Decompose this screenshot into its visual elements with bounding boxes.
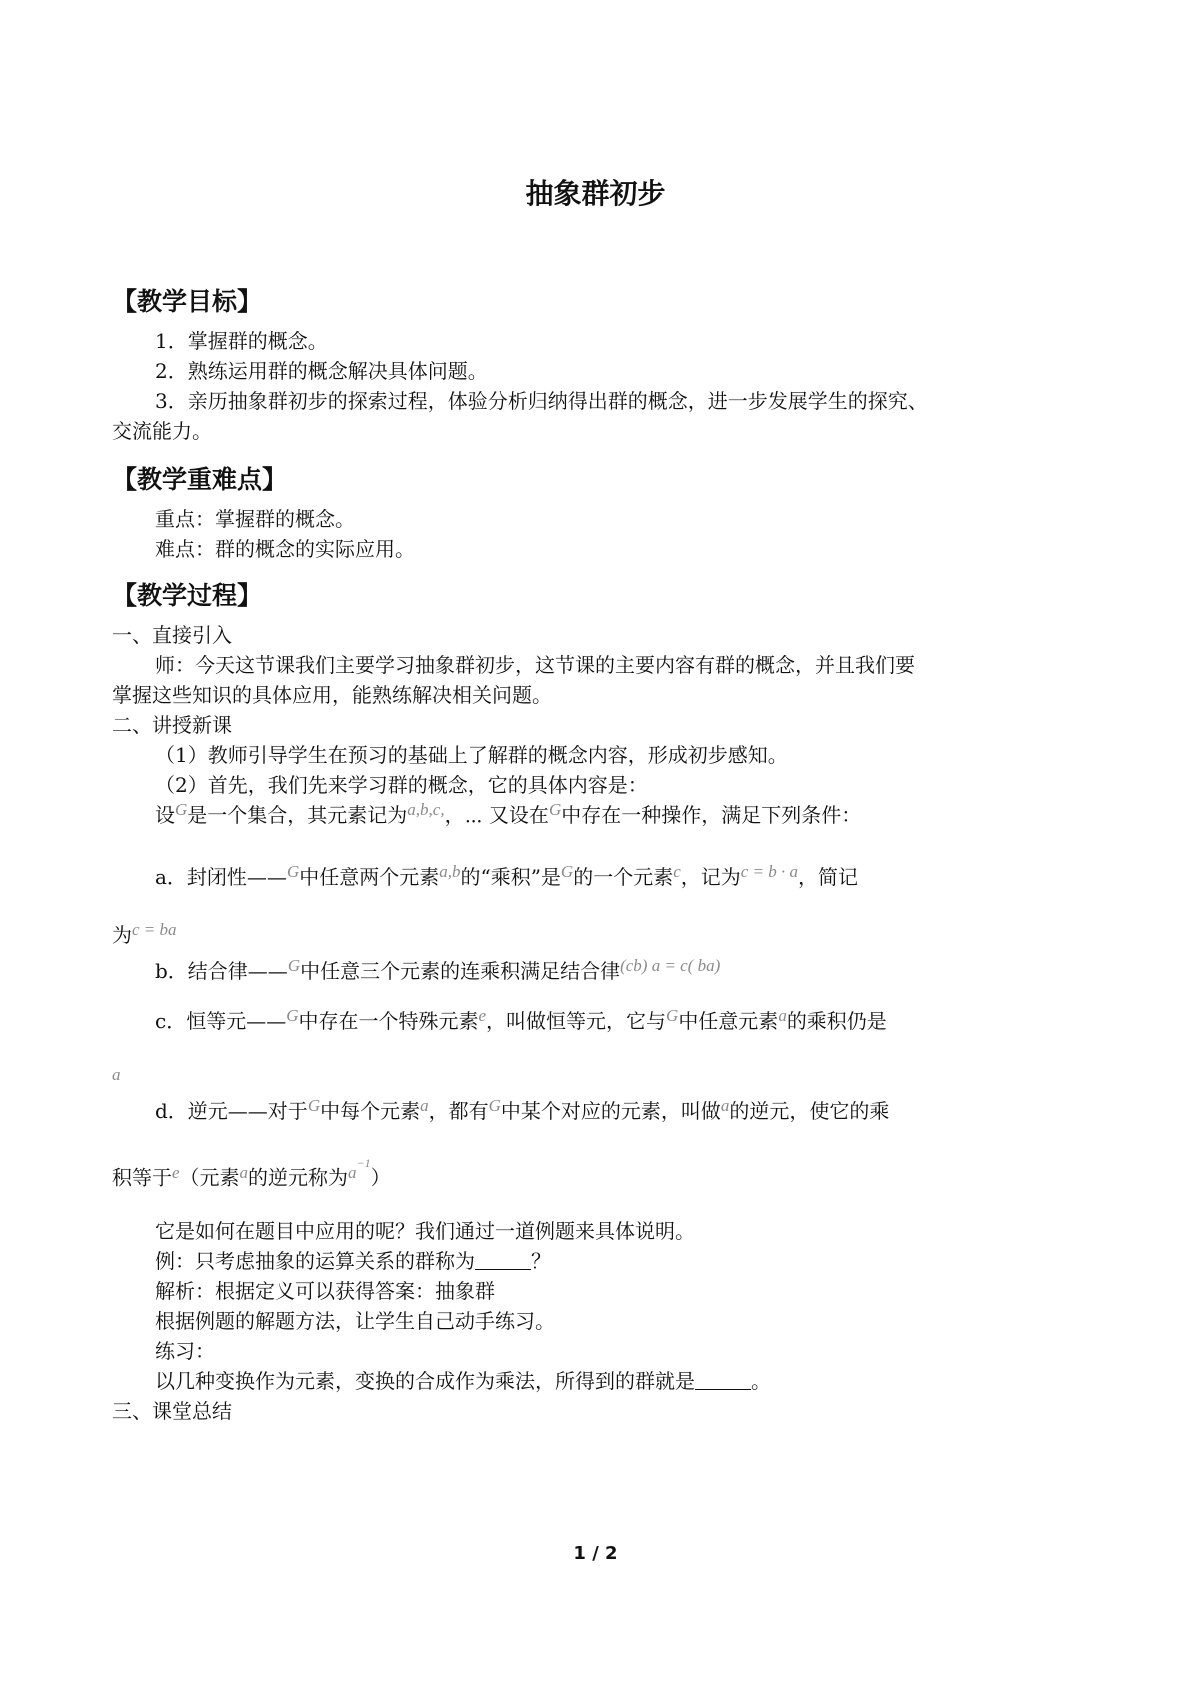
math-a: a [420, 1096, 429, 1115]
math-abc: a,b,c, [407, 800, 445, 819]
math-g: G [175, 800, 188, 819]
math-a: a [720, 1096, 730, 1115]
part2-step1: （1）教师引导学生在预习的基础上了解群的概念内容，形成初步感知。 [155, 743, 788, 767]
condition-b: b．结合律——$^G$中任意三个元素的连乘积满足结合律$^{(cb) a = c( ba)}$ [155, 956, 721, 983]
condition-d-cont: 积等于$^e$（元素$^a$的逆元称为$^{a-1}$） [112, 1156, 391, 1190]
math-c: c [673, 862, 681, 881]
part2-step2: （2）首先，我们先来学习群的概念，它的具体内容是： [155, 773, 648, 797]
math-a: a [112, 1065, 121, 1084]
definition-intro: 设$^G$是一个集合，其元素记为$^{a,b,c,}$，⋯ 又设在$^G$中存在一种操作，满足下列条件： [155, 800, 862, 827]
math-g: G [560, 862, 574, 881]
part3-title: 三、课堂总结 [112, 1399, 232, 1423]
math-g: G [286, 862, 300, 881]
part2-title: 二、讲授新课 [112, 713, 232, 737]
math-inverse-exponent: −1 [356, 1156, 371, 1170]
math-ab: a,b [439, 862, 461, 881]
math-formula-short: c = ba [132, 920, 177, 939]
math-e: e [478, 1006, 487, 1025]
math-inverse: a [348, 1162, 357, 1182]
math-formula-assoc: (cb) a = c( ba) [620, 956, 721, 975]
part1-title: 一、直接引入 [112, 623, 232, 647]
apply-line: 它是如何在题目中应用的呢？我们通过一道例题来具体说明。 [155, 1219, 695, 1243]
math-g: G [307, 1096, 321, 1115]
section-heading-keypoints: 【教学重难点】 [112, 465, 288, 494]
practice-label: 练习： [155, 1339, 215, 1363]
objective-3-cont: 交流能力。 [112, 419, 212, 443]
math-g: G [666, 1006, 679, 1025]
answer-blank [695, 1369, 751, 1390]
page-title: 抽象群初步 [525, 177, 666, 210]
math-formula-product: c = b · a [740, 862, 799, 881]
condition-c: c．恒等元——$^G$中存在一个特殊元素$^e$，叫做恒等元，它与$^G$中任意元素$^a$的乘积仍是 [155, 1006, 887, 1033]
practice-question: 以几种变换作为元素，变换的合成作为乘法，所得到的群就是 。 [155, 1369, 771, 1393]
condition-a-cont: 为$^{c = ba}$ [112, 920, 177, 947]
condition-d: d．逆元——对于$^G$中每个元素$^a$，都有$^G$中某个对应的元素，叫做$^a$的逆元，使它的乘 [155, 1096, 890, 1123]
section-heading-objectives: 【教学目标】 [112, 287, 263, 316]
objective-1: 1．掌握群的概念。 [155, 329, 328, 353]
answer-blank [475, 1249, 531, 1270]
math-g: G [286, 1006, 299, 1025]
page-number: 1 / 2 [573, 1543, 618, 1564]
example-analysis: 解析：根据定义可以获得答案：抽象群 [155, 1279, 495, 1303]
objective-2: 2．熟练运用群的概念解决具体问题。 [155, 359, 488, 383]
part1-line1: 师：今天这节课我们主要学习抽象群初步，这节课的主要内容有群的概念，并且我们要 [155, 653, 915, 677]
keypoint-focus: 重点：掌握群的概念。 [155, 507, 355, 531]
math-e: e [172, 1162, 180, 1182]
math-g: G [548, 800, 562, 819]
math-a: a [778, 1006, 787, 1025]
section-heading-process: 【教学过程】 [112, 581, 263, 610]
example-question: 例：只考虑抽象的运算关系的群称为 ？ [155, 1249, 551, 1273]
condition-a: a．封闭性——$^G$中任意两个元素$^{a,b}$的“乘积”是$^G$的一个元素$^c$，记为$^{c = b \cdot a}$，简记 [155, 862, 859, 889]
math-g: G [488, 1096, 501, 1115]
condition-c-cont [112, 1060, 121, 1088]
keypoint-difficulty: 难点：群的概念的实际应用。 [155, 537, 415, 561]
practice-intro: 根据例题的解题方法，让学生自己动手练习。 [155, 1309, 555, 1333]
math-a: a [239, 1162, 249, 1182]
objective-3: 3．亲历抽象群初步的探索过程，体验分析归纳得出群的概念，进一步发展学生的探究、 [155, 389, 928, 413]
math-g: G [287, 956, 301, 975]
part1-line2: 掌握这些知识的具体应用，能熟练解决相关问题。 [112, 683, 552, 707]
